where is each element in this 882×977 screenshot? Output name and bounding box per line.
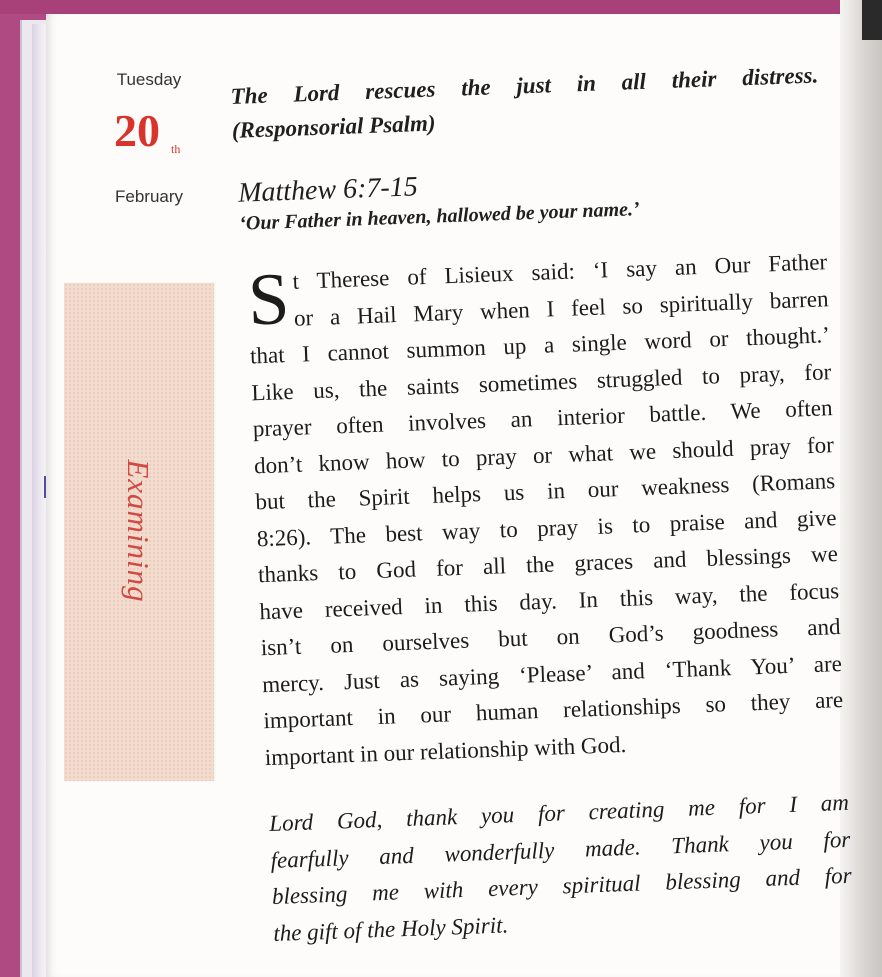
devotion-text: [230, 57, 882, 952]
gospel-quote: ‘Our Father in heaven, hallowed be your name.’: [238, 198, 640, 235]
reflection-line: t Therese of Lisieux said: ‘I say an Our Father: [292, 249, 828, 294]
day-number: 20: [114, 105, 160, 156]
prayer-line: fearfully and wonderfully made. Thank you for: [270, 826, 851, 873]
reflection-line: that I cannot summon up a single word or thought.’: [249, 322, 831, 369]
reflection-line: Like us, the saints sometimes struggled to pray, for: [251, 358, 832, 405]
closing-prayer: [269, 785, 854, 952]
reflection-line: important in our relationship with God.: [264, 731, 627, 770]
reflection-line: important in our human relationships so they are: [263, 686, 844, 734]
reflection-line: but the Spirit helps us in our weakness (Romans: [255, 468, 836, 515]
psalm-line: The Lord rescues the just in all their distress.: [230, 62, 819, 109]
reflection-line: mercy. Just as saying ‘Please’ and ‘Thank You’ are: [261, 650, 843, 697]
prayer-line: the gift of the Holy Spirit.: [272, 911, 509, 946]
reflection-line: prayer often involves an interior battle. We often: [252, 395, 833, 442]
reflection-line: or a Hail Mary when I feel so spiritually barren: [293, 285, 829, 331]
reflection-paragraph: [247, 244, 845, 776]
prayer-line: blessing me with every spiritual blessing and for: [271, 862, 853, 910]
gospel-reference: Matthew 6:7-15: [237, 171, 419, 209]
month-label: February: [114, 187, 184, 206]
weekday-label: Tuesday: [116, 70, 182, 89]
reflection-line: don’t know how to pray or what we should pray for: [253, 431, 835, 478]
day-suffix: th: [171, 142, 181, 156]
reflection-line: isn’t on ourselves but on God’s goodness and: [260, 614, 841, 661]
drop-cap: S: [246, 258, 291, 342]
book-cover-edge: [0, 0, 882, 14]
page-corner-shadow: [862, 0, 882, 40]
prayer-line: Lord God, thank you for creating me for I am: [268, 789, 850, 837]
section-tab-label: Examining: [121, 459, 156, 603]
psalm-source: (Responsorial Psalm): [231, 110, 436, 143]
reflection-line: have received in this day. In this way, the focus: [259, 577, 840, 624]
reflection-line: thanks to God for all the graces and blessings we: [257, 541, 839, 588]
reflection-line: 8:26). The best way to pray is to praise and give: [256, 504, 837, 551]
